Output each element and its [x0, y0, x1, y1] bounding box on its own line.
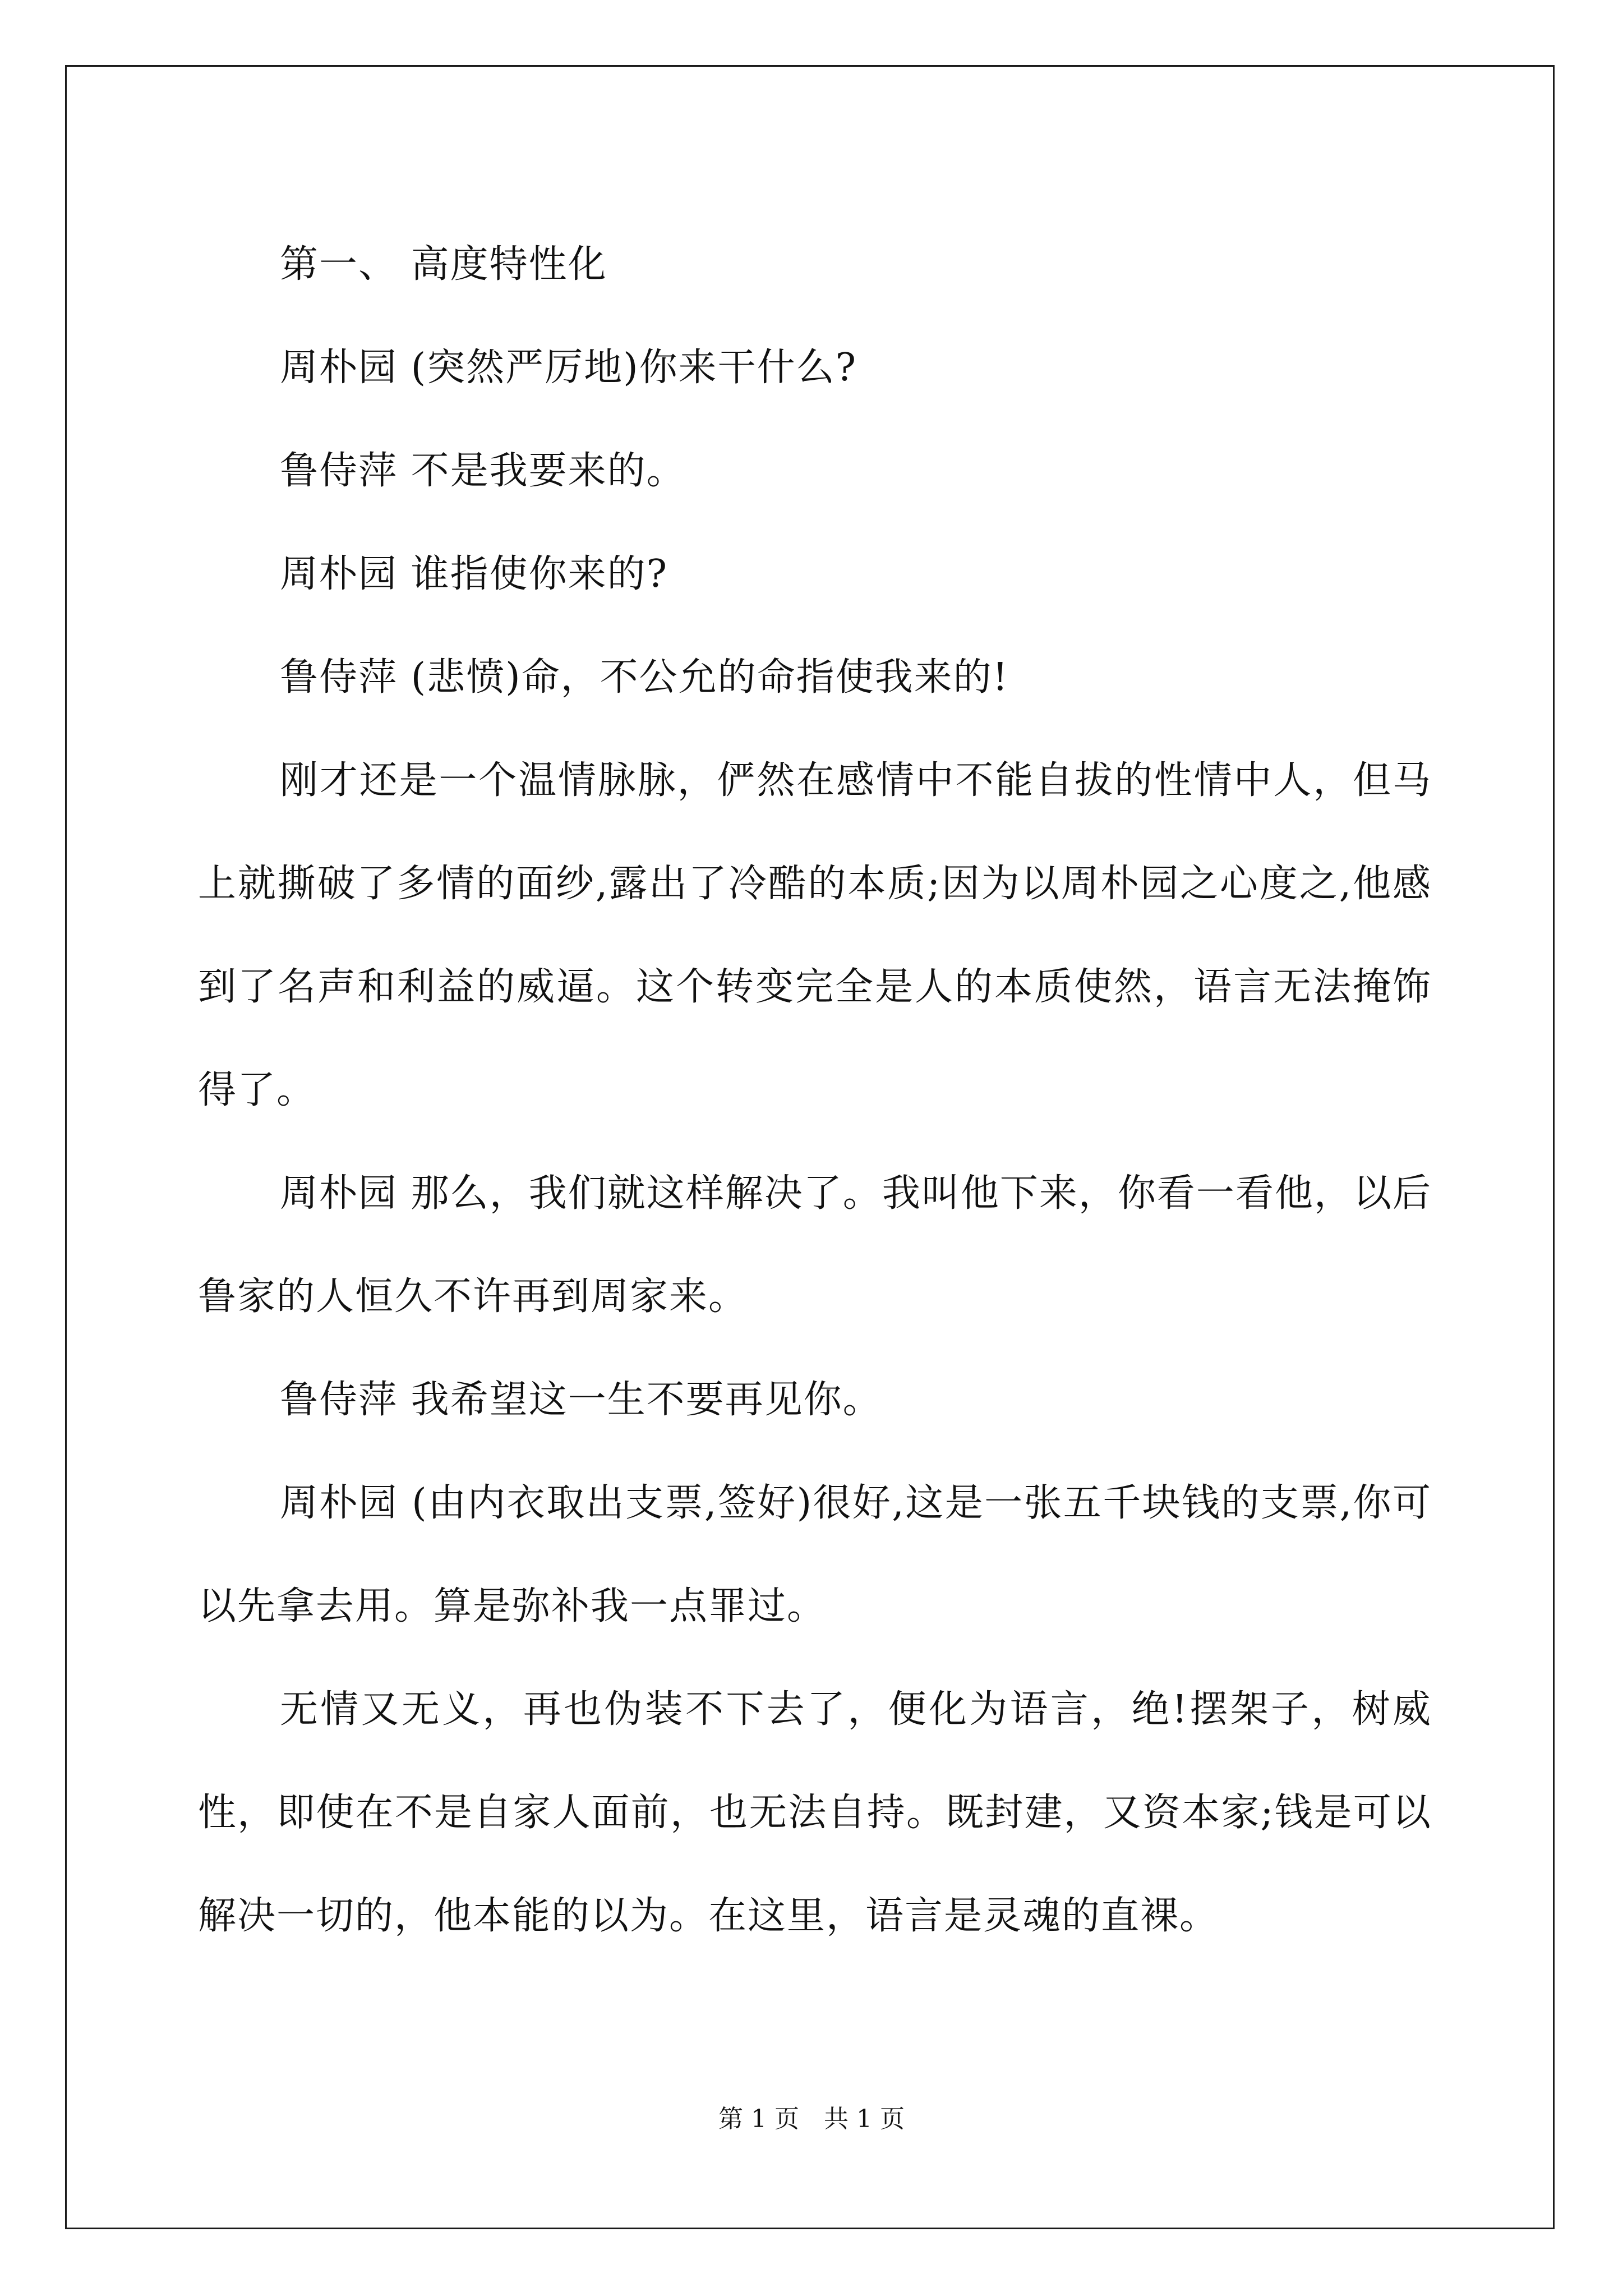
- paragraph-dialogue: 周朴园 (由内衣取出支票,签好)很好,这是一张五千块钱的支票,你可以先拿去用。算是弥补我一点罪过。: [198, 1481, 1432, 1628]
- page-number-footer: 第 1 页 共 1 页: [718, 2105, 905, 2133]
- paragraph-commentary: 刚才还是一个温情脉脉，俨然在感情中不能自拔的性情中人，但马上就撕破了多情的面纱,露出了冷酷的本质;因为以周朴园之心度之,他感到了名声和利益的威逼。这个转变完全是人的本质使然，语言无法掩饰得了。: [198, 758, 1432, 1112]
- paragraph-dialogue: 鲁侍萍 我希望这一生不要再见你。: [280, 1378, 882, 1422]
- paragraph-heading: 第一、 高度特性化: [280, 242, 607, 287]
- paragraph-dialogue: 鲁侍萍 (悲愤)命，不公允的命指使我来的!: [280, 655, 1009, 700]
- document-body: [198, 213, 1432, 1968]
- paragraph-dialogue: 周朴园 那么，我们就这样解决了。我叫他下来，你看一看他，以后鲁家的人恒久不许再到周家来。: [198, 1171, 1432, 1319]
- paragraph-dialogue: 鲁侍萍 不是我要来的。: [280, 449, 686, 493]
- paragraph-dialogue: 周朴园 (突然严厉地)你来干什么?: [280, 346, 857, 390]
- paragraph-dialogue: 周朴园 谁指使你来的?: [280, 552, 668, 596]
- paragraph-commentary: 无情又无义，再也伪装不下去了，便化为语言，绝!摆架子，树威性，即使在不是自家人面前，也无法自持。既封建，又资本家;钱是可以解决一切的，他本能的以为。在这里，语言是灵魂的直裸。: [198, 1687, 1432, 1938]
